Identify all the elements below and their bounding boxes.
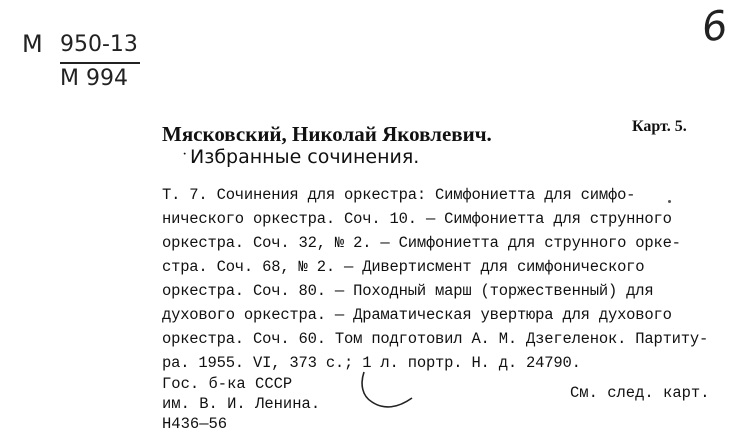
entry-description xyxy=(162,183,707,375)
hand-drawn-bracket-icon xyxy=(358,370,418,414)
description-line: ра. 1955. VI, 373 с.; 1 л. портр. Н. д. 24790. xyxy=(162,354,581,372)
shelfmark-bottom: М 994 xyxy=(60,66,128,91)
corner-mark: 6 xyxy=(698,2,731,52)
ink-speck xyxy=(668,200,671,203)
description-line: Т. 7. Сочинения для оркестра: Симфониетта для симфо- xyxy=(162,186,636,204)
shelfmark-top: 950-13 xyxy=(60,32,138,57)
description-line: оркестра. Соч. 60. Том подготовил А. М. Дзегеленок. Партиту- xyxy=(162,330,709,348)
card-number: Карт. 5. xyxy=(632,118,687,135)
library-line: им. В. И. Ленина. xyxy=(162,395,321,413)
description-line: нического оркестра. Соч. 10. — Симфониетта для струнного xyxy=(162,210,672,228)
description-line: оркестра. Соч. 32, № 2. — Симфониетта для струнного орке- xyxy=(162,234,681,252)
work-title: Избранные сочинения. xyxy=(190,146,420,168)
description-line: стра. Соч. 68, № 2. — Дивертисмент для симфонического xyxy=(162,258,645,276)
see-next-card: См. след. карт. xyxy=(570,384,710,402)
description-line: оркестра. Соч. 80. — Походный марш (торжественный) для xyxy=(162,282,654,300)
shelfmark-prefix: М xyxy=(22,30,44,58)
author-heading: Мясковский, Николай Яковлевич. xyxy=(162,122,492,146)
shelfmark-divider xyxy=(60,62,140,64)
library-imprint xyxy=(162,374,320,434)
library-line: Гос. б-ка СССР xyxy=(162,375,293,393)
title-bullet: · xyxy=(182,146,188,163)
description-line: духового оркестра. — Драматическая увертюра для духового xyxy=(162,306,672,324)
library-line: Н436—56 xyxy=(162,415,228,433)
